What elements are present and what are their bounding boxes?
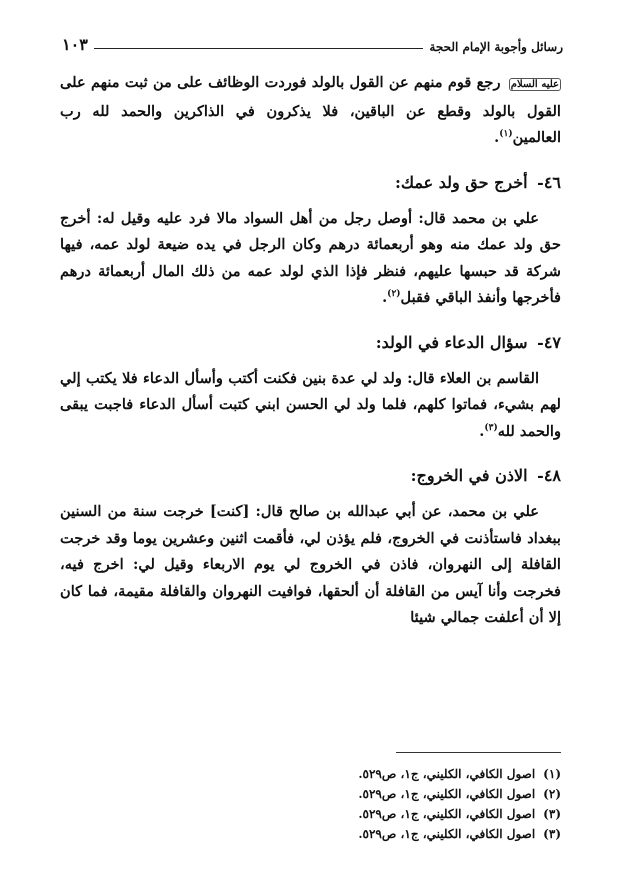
section-46-paragraph <box>60 206 561 312</box>
footnote-ref-2: (٢) <box>387 289 401 300</box>
section-47-title: سؤال الدعاء في الولد: <box>375 332 528 352</box>
footnote-2 <box>200 784 561 804</box>
section-48-heading <box>60 463 561 489</box>
footnote-rule <box>396 752 561 753</box>
section-47-paragraph <box>60 366 561 446</box>
footnote-text: اصول الكافي، الكليني، ج١، ص٥٢٩. <box>358 827 536 841</box>
section-46-heading <box>60 170 561 196</box>
footnote-4 <box>200 824 561 844</box>
section-47-end: . <box>479 422 485 440</box>
running-header <box>62 32 563 54</box>
footnote-marker: (٢) <box>543 787 561 801</box>
section-46-number: ٤٦- <box>537 172 561 192</box>
footnote-text: اصول الكافي، الكليني، ج١، ص٥٢٩. <box>358 767 536 781</box>
intro-text: رجع قوم منهم عن القول بالولد فوردت الوظائف على من ثبت منهم على القول بالولد وقطع عن الباقين، فلا يذكرون في الذاكرين والحمد لله رب العالمين <box>60 74 561 146</box>
footnote-1 <box>200 764 561 784</box>
section-46-end: . <box>382 289 388 306</box>
section-46-title: أخرج حق ولد عمك: <box>394 172 528 192</box>
footnote-text: اصول الكافي، الكليني، ج١، ص٥٢٩. <box>358 807 536 821</box>
footnote-marker: (٣) <box>543 827 561 841</box>
intro-paragraph: عليه السلام رجع قوم منهم عن القول بالولد فوردت الوظائف على من ثبت منهم على القول بالولد وقطع عن الباقين، فلا يذكرون في الذاكرين والحمد لله رب العالمين$^{(١)}$. <box>60 74 561 146</box>
footnote-ref-1: (١) <box>499 129 513 140</box>
section-47-text: القاسم بن العلاء قال: ولد لي عدة بنين فكنت أكتب وأسأل الدعاء فلا يكتب إلي لهم بشيء، فماتوا كلهم، فلما ولد لي الحسن ابني كتبت أسأل الدعاء فاجبت يبقى والحمد لله <box>60 369 561 440</box>
main-text <box>60 70 561 632</box>
section-46-text: علي بن محمد قال: أوصل رجل من أهل السواد مالا فرد عليه وقيل له: أخرج حق ولد عمك منه وهو أربعمائة درهم وكان الرجل في يده ضيعة لولد عمه، فيها شركة قد حبسها عليهم، فنظر فإذا الذي لولد عمه من ذلك المال أربعمائة درهم فأخرجها وأنفذ الباقي فقبل <box>60 209 561 306</box>
section-47-heading <box>60 330 561 356</box>
running-title: رسائل وأجوبة الإمام الحجة <box>429 40 563 54</box>
footnote-3 <box>200 804 561 824</box>
page-number: ١٠٣ <box>62 35 88 54</box>
section-48-number: ٤٨- <box>537 466 561 485</box>
footnote-text: اصول الكافي، الكليني، ج١، ص٥٢٩. <box>358 787 536 801</box>
header-rule <box>94 48 424 49</box>
section-48-title: الاذن في الخروج: <box>410 466 528 485</box>
blessing-glyph: عليه السلام <box>510 79 559 90</box>
section-48-text: علي بن محمد، عن أبي عبدالله بن صالح قال: [كنت] خرجت سنة من السنين ببغداد فاستأذنت في الخروج، فلم يؤذن لي، فأقمت اثنين وعشرين يوما وقد خرجت القافلة إلى النهروان، فاذن في الخروج لي يوم الاربعاء وقيل لي: اخرج فيه، فخرجت وأنا آيس من القافلة أن ألحقها، فوافيت النهروان والقافلة مقيمة، فما كان إلا أن أعلفت جمالي شيئا <box>60 503 561 626</box>
footnotes <box>200 764 561 844</box>
section-47-number: ٤٧- <box>537 332 561 352</box>
section-48-paragraph <box>60 499 561 632</box>
footnote-marker: (٣) <box>543 807 561 821</box>
footnote-marker: (١) <box>543 767 561 781</box>
footnote-ref-3: (٣) <box>484 422 498 433</box>
